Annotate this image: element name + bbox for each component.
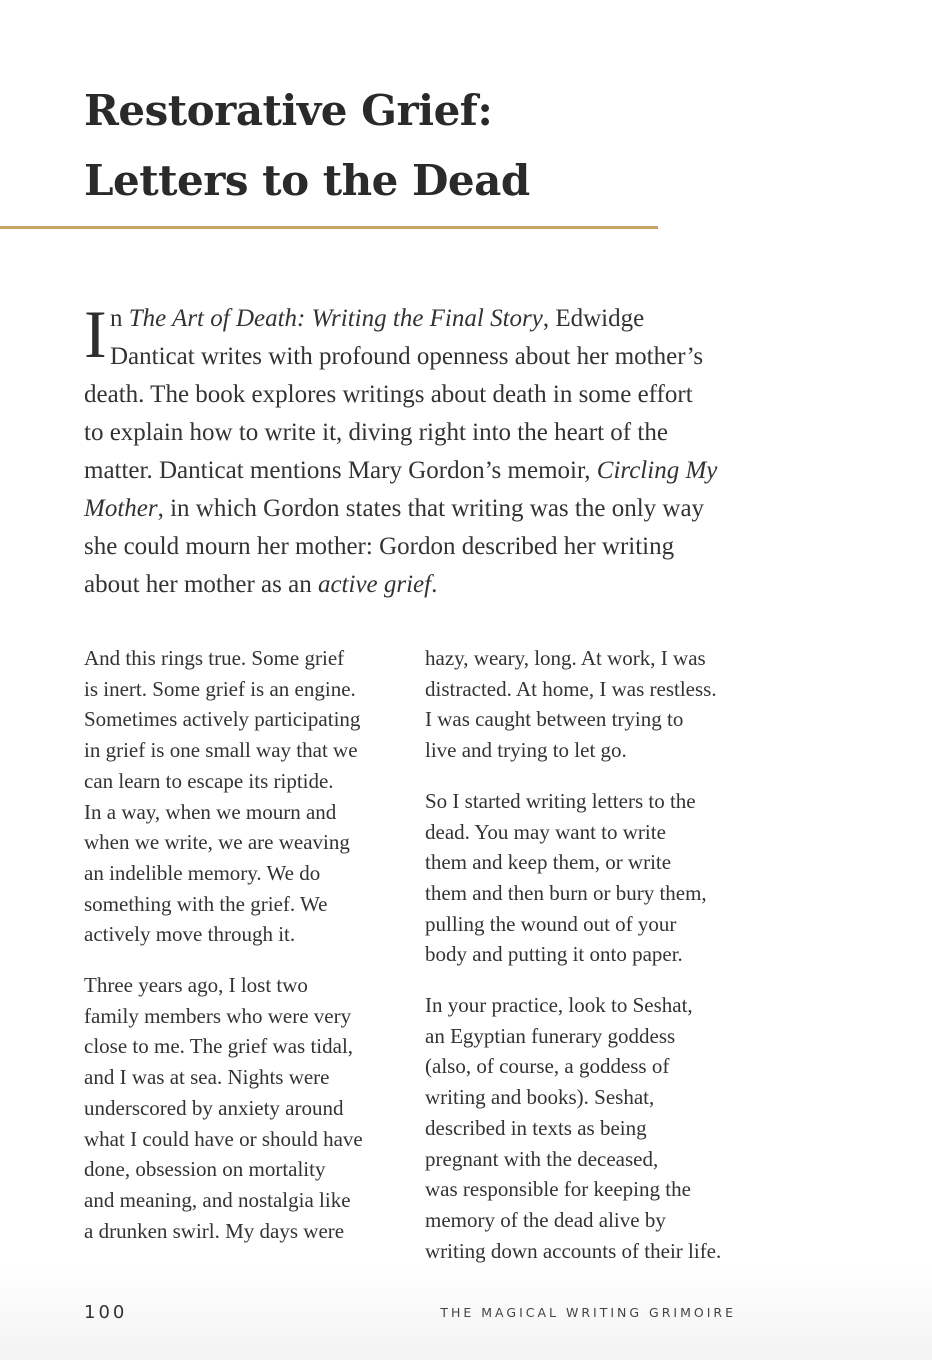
chapter-title-line-2: Letters to the Dead xyxy=(84,156,530,205)
left-column xyxy=(84,643,414,1266)
memoir-title-italic: Mother xyxy=(84,495,158,522)
text-line: an indelible memory. We do xyxy=(84,860,321,885)
text-line: actively move through it. xyxy=(84,922,296,947)
text-line: something with the grief. We xyxy=(84,891,328,916)
memoir-title-italic: Circling My xyxy=(596,457,718,484)
body-paragraph xyxy=(425,990,755,1266)
active-grief-italic: active grief xyxy=(317,571,432,598)
intro-text: matter. Danticat mentions Mary Gordon’s memoir, xyxy=(84,457,597,484)
text-line: close to me. The grief was tidal, xyxy=(84,1034,354,1059)
text-line: pulling the wound out of your xyxy=(425,911,677,936)
text-line: a drunken swirl. My days were xyxy=(84,1218,345,1243)
intro-line: she could mourn her mother: Gordon described her writing xyxy=(84,533,675,560)
intro-paragraph xyxy=(84,296,754,604)
text-line: writing down accounts of their life. xyxy=(425,1238,722,1263)
right-column xyxy=(425,643,755,1286)
text-line: and meaning, and nostalgia like xyxy=(84,1187,351,1212)
intro-line xyxy=(84,300,754,338)
text-line: and I was at sea. Nights were xyxy=(84,1065,330,1090)
text-line: family members who were very xyxy=(84,1003,352,1028)
text-line: In your practice, look to Seshat, xyxy=(425,993,693,1018)
intro-line xyxy=(84,452,754,490)
intro-line xyxy=(84,566,754,604)
intro-text: , in which Gordon states that writing was the only way xyxy=(157,495,705,522)
text-line: when we write, we are weaving xyxy=(84,830,350,855)
text-line: pregnant with the deceased, xyxy=(425,1146,659,1171)
text-line: an Egyptian funerary goddess xyxy=(425,1023,676,1048)
text-line: And this rings true. Some grief xyxy=(84,646,345,670)
text-line: what I could have or should have xyxy=(84,1126,363,1151)
text-line: in grief is one small way that we xyxy=(84,738,358,763)
book-title-italic: The Art of Death: Writing the Final Story xyxy=(128,305,543,332)
text-line: them and keep them, or write xyxy=(425,850,672,875)
intro-line xyxy=(84,490,754,528)
page-number: 100 xyxy=(84,1302,128,1323)
text-line: writing and books). Seshat, xyxy=(425,1085,655,1110)
text-line: Sometimes actively participating xyxy=(84,707,361,732)
body-paragraph xyxy=(425,786,755,970)
intro-text: , Edwidge xyxy=(542,305,645,332)
text-line: dead. You may want to write xyxy=(425,819,666,844)
chapter-title-line-1: Restorative Grief: xyxy=(84,86,493,135)
text-line: is inert. Some grief is an engine. xyxy=(84,676,356,701)
body-paragraph xyxy=(84,643,414,950)
text-line: body and putting it onto paper. xyxy=(425,942,683,967)
text-line: memory of the dead alive by xyxy=(425,1207,666,1232)
title-divider xyxy=(0,226,658,229)
chapter-title xyxy=(84,76,530,216)
intro-line: to explain how to write it, diving right into the heart of the xyxy=(84,419,668,446)
drop-cap: I xyxy=(84,296,107,372)
text-line: live and trying to let go. xyxy=(425,738,627,763)
text-line: distracted. At home, I was restless. xyxy=(425,676,717,701)
text-line: was responsible for keeping the xyxy=(425,1177,691,1202)
body-paragraph xyxy=(84,970,414,1246)
text-line: underscored by anxiety around xyxy=(84,1095,344,1120)
body-paragraph xyxy=(425,643,755,766)
intro-line: Danticat writes with profound openness about her mother’s xyxy=(110,343,704,370)
text-line: Three years ago, I lost two xyxy=(84,973,308,998)
intro-text: about her mother as an xyxy=(84,571,318,598)
text-line: hazy, weary, long. At work, I was xyxy=(425,646,706,670)
text-line: them and then burn or bury them, xyxy=(425,880,707,905)
intro-text: . xyxy=(431,571,438,598)
running-head: THE MAGICAL WRITING GRIMOIRE xyxy=(440,1305,736,1320)
text-line: can learn to escape its riptide. xyxy=(84,768,334,793)
text-line: done, obsession on mortality xyxy=(84,1157,326,1182)
text-line: In a way, when we mourn and xyxy=(84,799,337,824)
text-line: So I started writing letters to the xyxy=(425,788,696,813)
text-line: I was caught between trying to xyxy=(425,707,684,732)
intro-text: n xyxy=(110,305,129,332)
text-line: (also, of course, a goddess of xyxy=(425,1054,670,1079)
text-line: described in texts as being xyxy=(425,1115,647,1140)
intro-line: death. The book explores writings about death in some effort xyxy=(84,381,693,408)
